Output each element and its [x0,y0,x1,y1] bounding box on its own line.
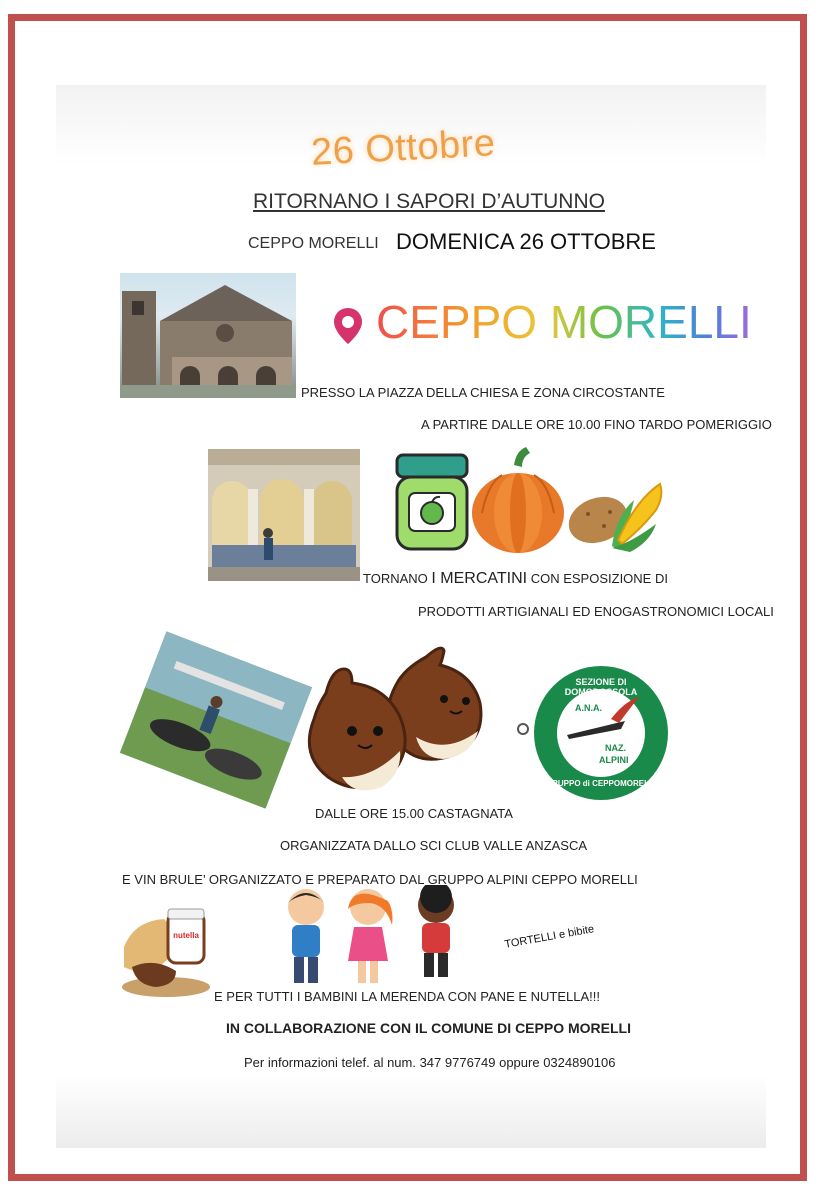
event-poster [56,85,774,1148]
event-subtitle: RITORNANO I SAPORI D’AUTUNNO [253,190,605,213]
market-prefix: TORNANO [363,571,428,586]
badge-ana-text: A.N.A. [575,703,602,713]
badge-mid2-text: ALPINI [599,755,629,765]
market-line-1 [363,570,668,588]
market-suffix: CON ESPOSIZIONE DI [530,571,668,586]
location-line-1: PRESSO LA PIAZZA DELLA CHIESA E ZONA CIRCOSTANTE [301,385,665,400]
badge-bottom-text: GRUPPO di CEPPOMORELLI [545,779,657,788]
event-date: DOMENICA 26 OTTOBRE [396,229,656,254]
collaboration-text: IN COLLABORAZIONE CON IL COMUNE DI CEPPO MORELLI [226,1020,631,1036]
place-small: CEPPO MORELLI [248,235,379,252]
badge-mid1-text: NAZ. [605,743,626,753]
small-dot-icon [516,722,530,736]
date-title: 26 Ottobre [310,122,497,174]
nutella-label: nutella [173,931,199,940]
chestnut-line-3: E VIN BRULE’ ORGANIZZATO E PREPARATO DAL GRUPPO ALPINI CEPPO MORELLI [122,872,638,887]
info-phone-text: Per informazioni telef. al num. 347 9776749 oppure 0324890106 [244,1055,616,1070]
location-pin-icon [332,306,364,346]
market-photo [208,449,360,581]
alpini-badge [531,663,671,803]
badge-top-text: SEZIONE DI DOMODOSSOLA [564,677,638,697]
jam-jar-icon [391,453,473,553]
church-photo [120,273,296,398]
bread-nutella-illustration [120,907,212,999]
market-highlight: I MERCATINI [431,570,528,587]
roasting-illustration [120,631,312,808]
kids-line: E PER TUTTI I BAMBINI LA MERENDA CON PANE E NUTELLA!!! [214,989,600,1004]
church-illustration [120,273,296,398]
corn-icon [604,480,666,552]
market-illustration [208,449,360,581]
chestnut-roasting-photo [120,631,312,808]
pumpkin-icon [470,445,566,555]
market-line-2: PRODOTTI ARTIGIANALI ED ENOGASTRONOMICI LOCALI [418,604,774,619]
bread-nutella-image [120,907,212,999]
tortelli-note: TORTELLI e bibite [503,923,596,951]
chestnut-line-1: DALLE ORE 15.00 CASTAGNATA [315,806,513,821]
location-name: CEPPO MORELLI [376,296,752,348]
kids-icon [278,885,468,995]
chestnut-characters-icon [304,645,514,795]
location-line-2: A PARTIRE DALLE ORE 10.00 FINO TARDO POMERIGGIO [421,417,772,432]
chestnut-line-2: ORGANIZZATA DALLO SCI CLUB VALLE ANZASCA [280,838,588,853]
